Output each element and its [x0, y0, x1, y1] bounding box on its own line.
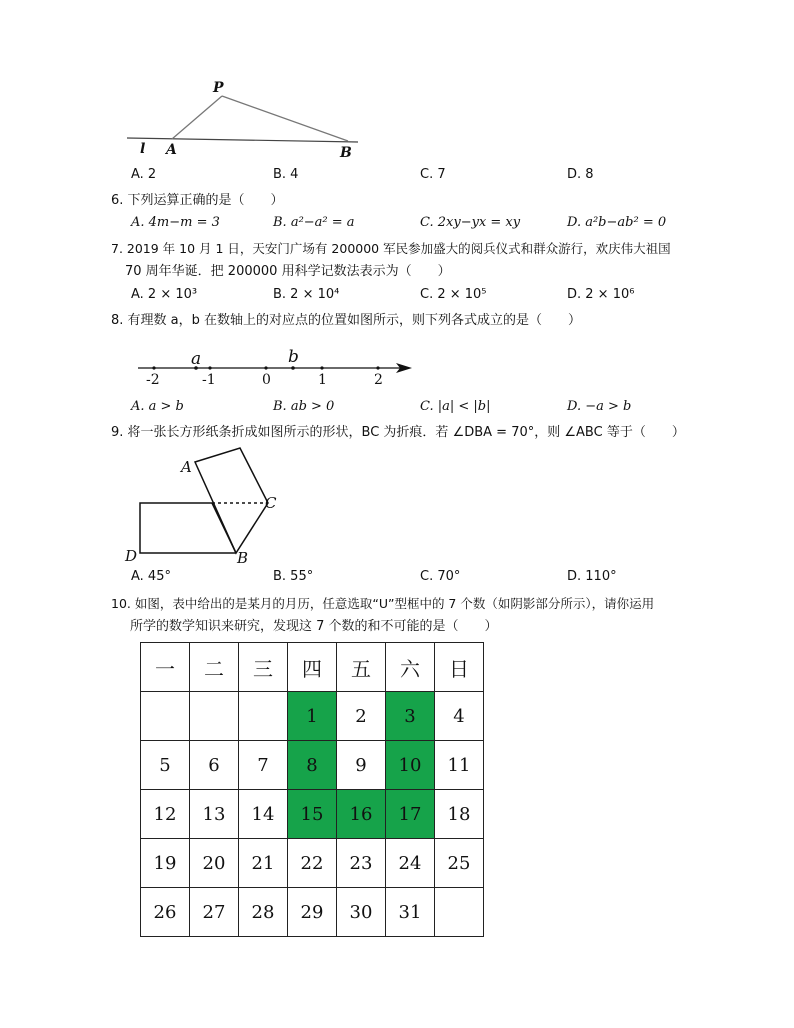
q7-stem-line2: 70 周年华诞．把 200000 用科学记数法表示为（ ） [125, 264, 451, 279]
q10-stem-line1: 10. 如图，表中给出的是某月的月历，任意选取“U”型框中的 7 个数（如阴影部分所示），请你运用 [111, 596, 655, 611]
header-sun: 日 [435, 643, 484, 692]
calendar-cell: 27 [190, 888, 239, 937]
label-p: P [213, 80, 224, 96]
calendar-cell: 2 [337, 692, 386, 741]
calendar-cell: 26 [141, 888, 190, 937]
q7-option-a: A. 2 × 10³ [131, 287, 198, 302]
calendar-cell: 18 [435, 790, 484, 839]
calendar-cell: 10 [386, 741, 435, 790]
calendar-cell: 17 [386, 790, 435, 839]
tick-dot [264, 366, 267, 369]
calendar-cell: 5 [141, 741, 190, 790]
calendar-cell [141, 692, 190, 741]
q6-option-a: A. 4m−m = 3 [131, 215, 220, 230]
label-a: A [181, 458, 192, 476]
header-mon: 一 [141, 643, 190, 692]
calendar-row [141, 692, 484, 741]
tick-label: -1 [202, 372, 216, 388]
label-b: B [237, 549, 249, 567]
calendar-cell: 31 [386, 888, 435, 937]
calendar-cell: 14 [239, 790, 288, 839]
calendar-row [141, 790, 484, 839]
label-a: A [166, 142, 177, 158]
calendar-cell [435, 888, 484, 937]
header-thu: 四 [288, 643, 337, 692]
calendar-cell: 23 [337, 839, 386, 888]
q9-option-d: D. 110° [567, 569, 617, 584]
calendar-cell: 9 [337, 741, 386, 790]
calendar-cell: 13 [190, 790, 239, 839]
point-a-label: a [191, 349, 202, 369]
segment-pb [222, 96, 348, 141]
calendar-cell [239, 692, 288, 741]
calendar-cell: 19 [141, 839, 190, 888]
tick-dot [208, 366, 211, 369]
q5-option-a: A. 2 [131, 167, 157, 182]
q8-option-d: D. −a > b [567, 399, 632, 414]
calendar-cell: 20 [190, 839, 239, 888]
q5-figure [120, 78, 370, 168]
q9-option-c: C. 70° [420, 569, 461, 584]
q9-option-a: A. 45° [131, 569, 171, 584]
tick-label: 2 [374, 372, 383, 388]
calendar-cell: 21 [239, 839, 288, 888]
label-c: C [265, 494, 277, 512]
q5-option-b: B. 4 [273, 167, 299, 182]
calendar-cell: 30 [337, 888, 386, 937]
q7-option-d: D. 2 × 10⁶ [567, 287, 635, 302]
calendar-cell: 1 [288, 692, 337, 741]
calendar-row [141, 741, 484, 790]
calendar-cell: 24 [386, 839, 435, 888]
header-fri: 五 [337, 643, 386, 692]
header-tue: 二 [190, 643, 239, 692]
q7-option-b: B. 2 × 10⁴ [273, 287, 340, 302]
q7-option-c: C. 2 × 10⁵ [420, 287, 487, 302]
q8-stem: 8. 有理数 a，b 在数轴上的对应点的位置如图所示，则下列各式成立的是（ ） [111, 313, 582, 328]
tick-dot [152, 366, 155, 369]
q8-option-c: C. |a| < |b| [420, 399, 491, 414]
calendar-cell: 7 [239, 741, 288, 790]
calendar-cell: 22 [288, 839, 337, 888]
tick-label: -2 [146, 372, 160, 388]
calendar-cell: 28 [239, 888, 288, 937]
q6-option-d: D. a²b−ab² = 0 [567, 215, 667, 230]
tick-dot [376, 366, 379, 369]
header-wed: 三 [239, 643, 288, 692]
q7-stem-line1: 7. 2019 年 10 月 1 日，天安门广场有 200000 军民参加盛大的阅兵仪式和群众游行，欢庆伟大祖国 [111, 241, 671, 256]
q8-option-b: B. ab > 0 [273, 399, 335, 414]
strip-body [140, 503, 236, 553]
q9-figure [125, 440, 285, 565]
label-l: l [140, 141, 146, 157]
q9-stem: 9. 将一张长方形纸条折成如图所示的形状，BC 为折痕．若 ∠DBA = 70°，则 ∠ABC 等于（ ） [111, 425, 685, 440]
q6-option-c: C. 2xy−yx = xy [420, 215, 521, 230]
calendar-cell: 3 [386, 692, 435, 741]
tick-label: 0 [262, 372, 271, 388]
calendar-cell: 15 [288, 790, 337, 839]
calendar-row [141, 888, 484, 937]
calendar-row [141, 839, 484, 888]
label-d: D [125, 547, 138, 565]
calendar-cell [190, 692, 239, 741]
calendar-header-row [141, 643, 484, 692]
calendar-table [140, 642, 484, 937]
q5-option-c: C. 7 [420, 167, 446, 182]
calendar-cell: 6 [190, 741, 239, 790]
calendar-cell: 12 [141, 790, 190, 839]
label-b: B [340, 145, 352, 161]
q8-option-a: A. a > b [131, 399, 184, 414]
q9-option-b: B. 55° [273, 569, 314, 584]
tick-label: 1 [318, 372, 327, 388]
calendar-cell: 29 [288, 888, 337, 937]
folded-flap [195, 448, 268, 553]
line-l [127, 138, 358, 142]
calendar-cell: 16 [337, 790, 386, 839]
tick-dot [320, 366, 323, 369]
calendar-cell: 25 [435, 839, 484, 888]
q10-stem-line2: 所学的数学知识来研究，发现这 7 个数的和不可能的是（ ） [130, 619, 498, 634]
point-b-label: b [288, 347, 299, 367]
calendar-cell: 4 [435, 692, 484, 741]
q5-option-d: D. 8 [567, 167, 594, 182]
fold-crease-bc [212, 503, 236, 553]
q6-stem: 6. 下列运算正确的是（ ） [111, 193, 284, 208]
calendar-cell: 11 [435, 741, 484, 790]
q6-option-b: B. a²−a² = a [273, 215, 355, 230]
calendar-cell: 8 [288, 741, 337, 790]
header-sat: 六 [386, 643, 435, 692]
segment-pa [172, 96, 222, 139]
